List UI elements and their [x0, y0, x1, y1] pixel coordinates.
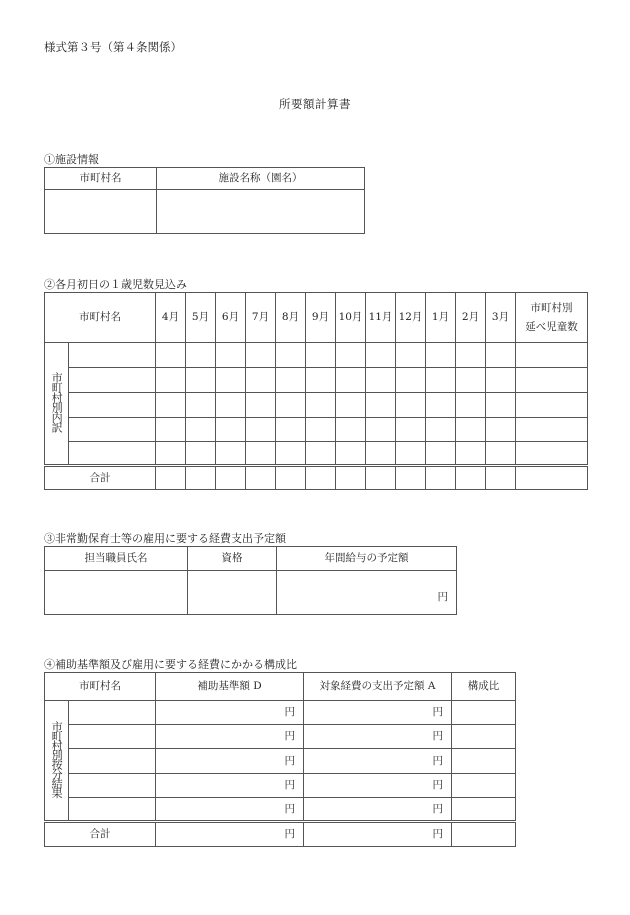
yen-unit: 円	[284, 779, 295, 792]
input-cell[interactable]	[186, 418, 216, 442]
header-annual-salary: 年間給与の予定額	[277, 547, 457, 571]
input-cell[interactable]	[516, 368, 588, 393]
input-cell[interactable]	[156, 418, 186, 442]
input-cell[interactable]	[216, 442, 246, 466]
input-cell[interactable]	[396, 442, 426, 466]
input-cell[interactable]	[456, 368, 486, 393]
header-month: 7月	[246, 293, 276, 343]
input-cell[interactable]	[186, 343, 216, 368]
input-cell[interactable]	[396, 368, 426, 393]
input-cell[interactable]	[396, 418, 426, 442]
input-cell[interactable]	[156, 442, 186, 466]
input-expense[interactable]	[304, 749, 452, 774]
side-label: 市町村別内訳	[50, 371, 64, 432]
total-cell[interactable]	[486, 466, 516, 490]
input-cell[interactable]	[336, 343, 366, 368]
total-subsidy[interactable]	[156, 822, 304, 847]
input-expense[interactable]	[304, 798, 452, 822]
input-cell[interactable]	[366, 418, 396, 442]
header-month: 2月	[456, 293, 486, 343]
input-cell[interactable]	[396, 343, 426, 368]
input-municipality[interactable]	[69, 798, 156, 822]
total-ratio[interactable]	[452, 822, 516, 847]
total-cell[interactable]	[246, 466, 276, 490]
input-cell[interactable]	[516, 418, 588, 442]
yen-unit: 円	[432, 754, 443, 767]
header-municipality: 市町村名	[45, 673, 156, 701]
side-label: 市町村別按分結果	[50, 720, 64, 797]
header-month: 4月	[156, 293, 186, 343]
header-month: 9月	[306, 293, 336, 343]
yen-unit: 円	[432, 779, 443, 792]
section1-heading: ①施設情報	[44, 153, 99, 166]
input-qualification[interactable]	[188, 571, 277, 615]
yen-unit: 円	[432, 802, 443, 815]
input-cell[interactable]	[516, 442, 588, 466]
input-cell[interactable]	[336, 418, 366, 442]
input-cell[interactable]	[366, 442, 396, 466]
section4-heading: ④補助基準額及び雇用に要する経費にかかる構成比	[44, 658, 297, 671]
input-ratio[interactable]	[452, 749, 516, 774]
input-cell[interactable]	[246, 418, 276, 442]
input-cell[interactable]	[69, 343, 156, 368]
input-cell[interactable]	[306, 393, 336, 418]
input-cell[interactable]	[456, 442, 486, 466]
total-cell[interactable]	[306, 466, 336, 490]
header-total-line1: 市町村別	[530, 301, 573, 314]
total-label: 合計	[45, 466, 156, 490]
total-label: 合計	[45, 822, 156, 847]
header-subsidy-base: 補助基準額 D	[156, 673, 304, 701]
total-cell[interactable]	[276, 466, 306, 490]
section3-heading: ③非常勤保育士等の雇用に要する経費支出予定額	[44, 532, 286, 545]
input-subsidy[interactable]	[156, 749, 304, 774]
yen-unit: 円	[432, 730, 443, 743]
total-cell[interactable]	[186, 466, 216, 490]
header-month: 5月	[186, 293, 216, 343]
input-cell[interactable]	[426, 368, 456, 393]
input-cell[interactable]	[486, 418, 516, 442]
input-cell[interactable]	[366, 343, 396, 368]
input-cell[interactable]	[69, 393, 156, 418]
input-cell[interactable]	[456, 393, 486, 418]
input-cell[interactable]	[306, 442, 336, 466]
input-cell[interactable]	[69, 442, 156, 466]
input-cell[interactable]	[276, 418, 306, 442]
input-municipality[interactable]	[69, 701, 156, 725]
total-cell[interactable]	[456, 466, 486, 490]
total-cell[interactable]	[366, 466, 396, 490]
yen-unit: 円	[284, 754, 295, 767]
total-cell[interactable]	[156, 466, 186, 490]
input-annual-salary[interactable]	[277, 571, 457, 615]
input-cell[interactable]	[486, 343, 516, 368]
input-cell[interactable]	[336, 442, 366, 466]
total-expense[interactable]	[304, 822, 452, 847]
input-municipality[interactable]	[69, 774, 156, 798]
yen-unit: 円	[437, 591, 448, 604]
input-cell[interactable]	[486, 368, 516, 393]
input-municipality[interactable]	[69, 725, 156, 749]
input-cell[interactable]	[426, 442, 456, 466]
input-cell[interactable]	[276, 343, 306, 368]
input-cell[interactable]	[336, 393, 366, 418]
document-title: 所要額計算書	[279, 97, 351, 111]
input-cell[interactable]	[216, 368, 246, 393]
input-cell[interactable]	[516, 343, 588, 368]
total-cell[interactable]	[516, 466, 588, 490]
total-cell[interactable]	[396, 466, 426, 490]
input-cell[interactable]	[246, 368, 276, 393]
monthly-children-table	[44, 292, 588, 490]
input-cell[interactable]	[216, 418, 246, 442]
header-month: 1月	[426, 293, 456, 343]
input-subsidy[interactable]	[156, 725, 304, 749]
input-cell[interactable]	[516, 393, 588, 418]
header-municipality: 市町村名	[45, 168, 157, 190]
total-cell[interactable]	[336, 466, 366, 490]
input-facility-name[interactable]	[157, 190, 365, 234]
input-cell[interactable]	[69, 368, 156, 393]
input-cell[interactable]	[156, 393, 186, 418]
input-municipality[interactable]	[45, 190, 157, 234]
input-cell[interactable]	[456, 418, 486, 442]
header-facility-name: 施設名称（園名）	[157, 168, 365, 190]
input-cell[interactable]	[306, 343, 336, 368]
input-subsidy[interactable]	[156, 774, 304, 798]
yen-unit: 円	[432, 706, 443, 719]
input-ratio[interactable]	[452, 774, 516, 798]
input-cell[interactable]	[366, 368, 396, 393]
staff-expense-table	[44, 546, 457, 615]
header-month: 3月	[486, 293, 516, 343]
input-expense[interactable]	[304, 725, 452, 749]
header-ratio: 構成比	[452, 673, 516, 701]
input-cell[interactable]	[426, 393, 456, 418]
yen-unit: 円	[284, 828, 295, 841]
input-cell[interactable]	[186, 393, 216, 418]
facility-info-table	[44, 167, 365, 234]
header-month: 11月	[366, 293, 396, 343]
input-subsidy[interactable]	[156, 798, 304, 822]
header-qualification: 資格	[188, 547, 277, 571]
input-cell[interactable]	[426, 418, 456, 442]
input-expense[interactable]	[304, 701, 452, 725]
input-subsidy[interactable]	[156, 701, 304, 725]
header-month: 8月	[276, 293, 306, 343]
input-cell[interactable]	[276, 368, 306, 393]
form-number: 様式第３号（第４条関係）	[44, 40, 182, 54]
header-municipality: 市町村名	[45, 293, 156, 343]
header-total-children	[516, 293, 588, 343]
input-cell[interactable]	[456, 343, 486, 368]
input-ratio[interactable]	[452, 701, 516, 725]
input-cell[interactable]	[186, 442, 216, 466]
input-cell[interactable]	[216, 393, 246, 418]
header-month: 12月	[396, 293, 426, 343]
total-cell[interactable]	[216, 466, 246, 490]
input-cell[interactable]	[216, 343, 246, 368]
input-cell[interactable]	[69, 418, 156, 442]
input-expense[interactable]	[304, 774, 452, 798]
input-cell[interactable]	[426, 343, 456, 368]
input-cell[interactable]	[486, 442, 516, 466]
input-cell[interactable]	[186, 368, 216, 393]
input-cell[interactable]	[156, 343, 186, 368]
header-month: 6月	[216, 293, 246, 343]
header-staff-name: 担当職員氏名	[45, 547, 188, 571]
total-cell[interactable]	[426, 466, 456, 490]
subsidy-ratio-table	[44, 672, 516, 847]
side-label-cell	[45, 701, 69, 822]
yen-unit: 円	[284, 706, 295, 719]
input-ratio[interactable]	[452, 798, 516, 822]
header-total-line2: 延べ児童数	[525, 320, 578, 333]
input-cell[interactable]	[306, 418, 336, 442]
input-cell[interactable]	[396, 393, 426, 418]
yen-unit: 円	[284, 802, 295, 815]
header-expense-plan: 対象経費の支出予定額 A	[304, 673, 452, 701]
input-cell[interactable]	[246, 442, 276, 466]
input-cell[interactable]	[246, 393, 276, 418]
input-cell[interactable]	[246, 343, 276, 368]
input-cell[interactable]	[486, 393, 516, 418]
input-cell[interactable]	[336, 368, 366, 393]
input-municipality[interactable]	[69, 749, 156, 774]
yen-unit: 円	[432, 828, 443, 841]
input-cell[interactable]	[276, 442, 306, 466]
header-month: 10月	[336, 293, 366, 343]
input-staff-name[interactable]	[45, 571, 188, 615]
section2-heading: ②各月初日の１歳児数見込み	[44, 278, 187, 291]
input-cell[interactable]	[366, 393, 396, 418]
input-cell[interactable]	[156, 368, 186, 393]
input-cell[interactable]	[306, 368, 336, 393]
input-cell[interactable]	[276, 393, 306, 418]
yen-unit: 円	[284, 730, 295, 743]
input-ratio[interactable]	[452, 725, 516, 749]
side-label-cell	[45, 343, 69, 466]
